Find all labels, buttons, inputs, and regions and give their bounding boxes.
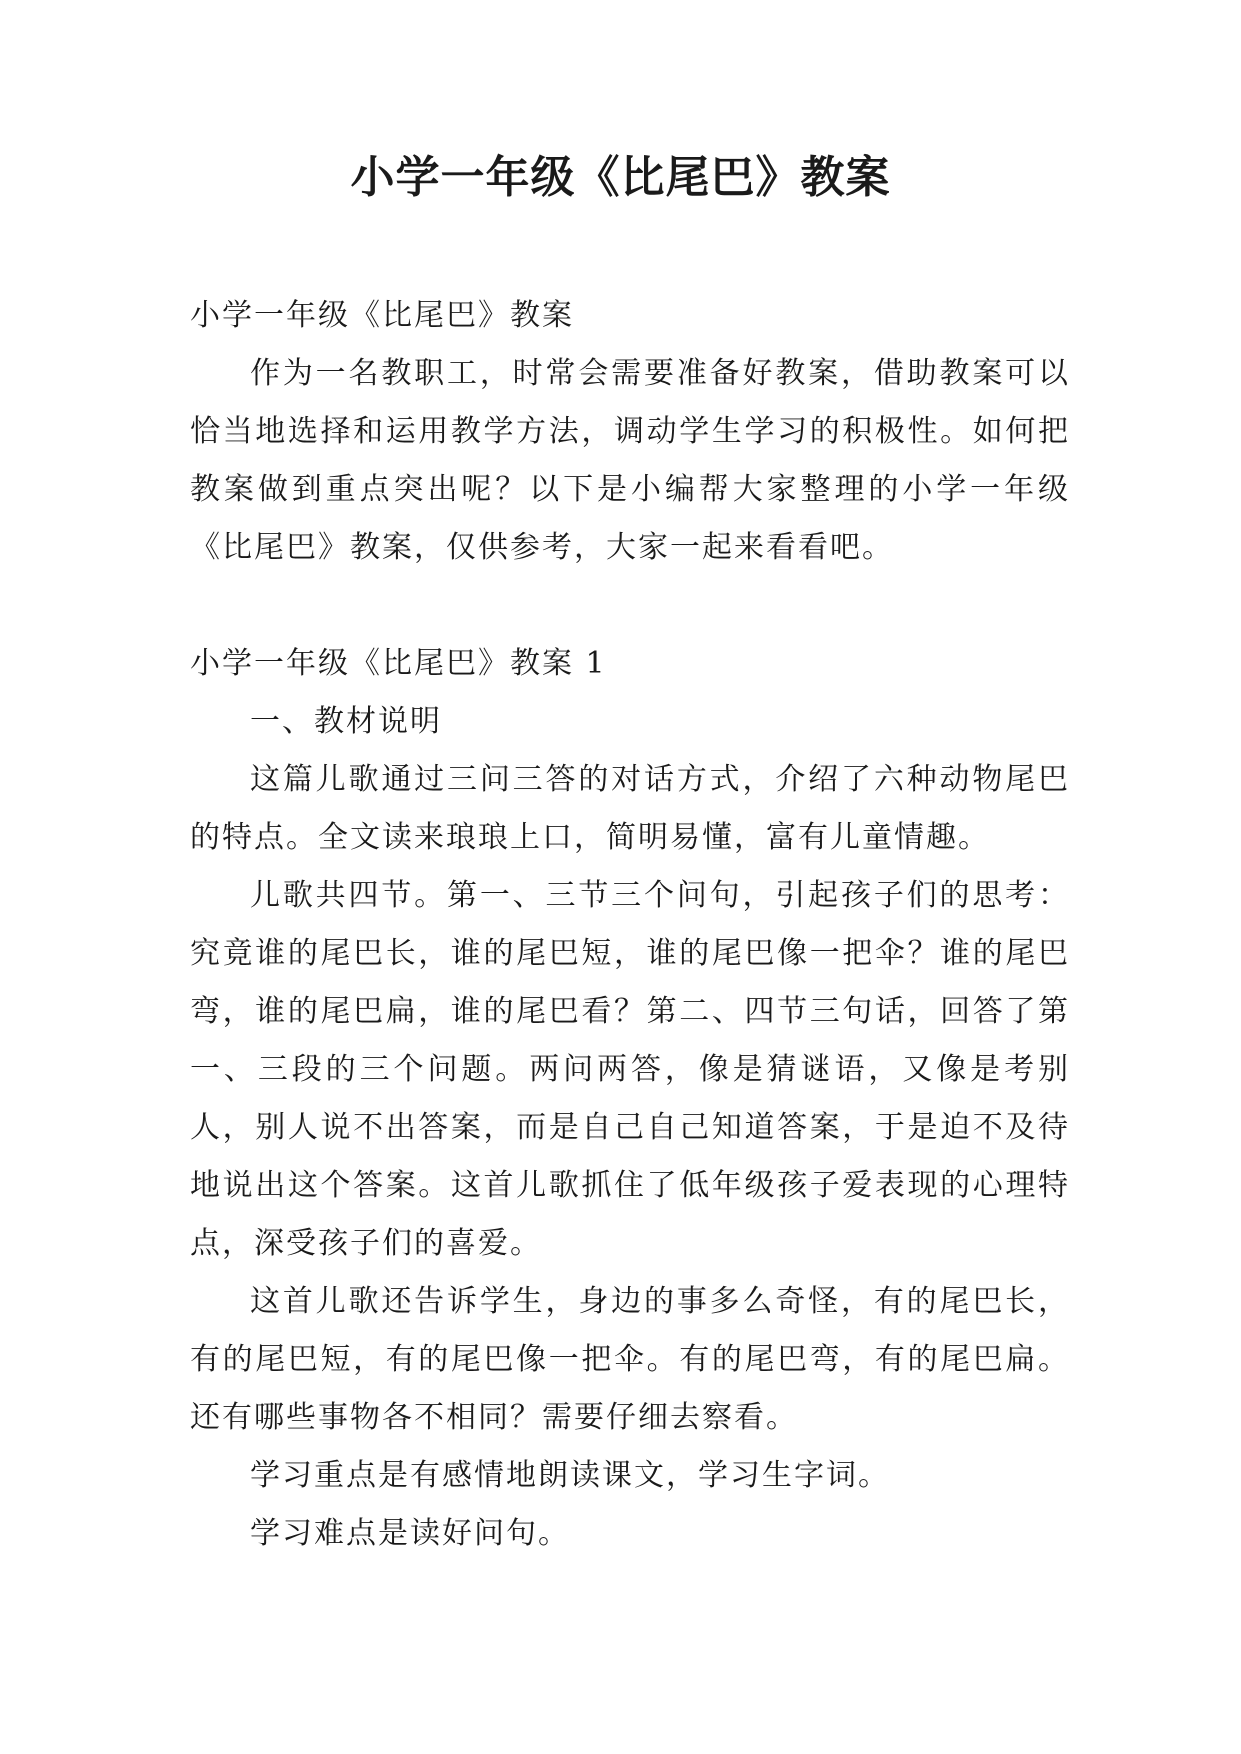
body-paragraph: 这首儿歌还告诉学生，身边的事多么奇怪，有的尾巴长，有的尾巴短，有的尾巴像一把伞。有的尾巴弯，有的尾巴扁。还有哪些事物各不相同？需要仔细去察看。: [190, 1284, 1070, 1435]
section-heading: 小学一年级《比尾巴》教案 1: [190, 646, 607, 681]
intro-paragraph: 作为一名教职工，时常会需要准备好教案，借助教案可以恰当地选择和运用教学方法，调动学生学习的积极性。如何把教案做到重点突出呢？以下是小编帮大家整理的小学一年级《比尾巴》教案，仅供参考，大家一起来看看吧。: [190, 356, 1070, 565]
subtitle-paragraph: 小学一年级《比尾巴》教案: [190, 298, 574, 333]
body-paragraph: 这篇儿歌通过三问三答的对话方式，介绍了六种动物尾巴的特点。全文读来琅琅上口，简明易懂，富有儿童情趣。: [190, 762, 1070, 855]
body-paragraph: 儿歌共四节。第一、三节三个问句，引起孩子们的思考：究竟谁的尾巴长，谁的尾巴短，谁的尾巴像一把伞？谁的尾巴弯，谁的尾巴扁，谁的尾巴看？第二、四节三句话，回答了第一、三段的三个问题。两问两答，像是猜谜语，又像是考别人，别人说不出答案，而是自己自己知道答案，于是迫不及待地说出这个答案。这首儿歌抓住了低年级孩子爱表现的心理特点，深受孩子们的喜爱。: [190, 878, 1070, 1261]
difficulty-paragraph: 学习难点是读好问句。: [250, 1516, 570, 1551]
document-body: [190, 287, 1070, 1563]
subsection-heading: 一、教材说明: [250, 704, 442, 739]
document-title: 小学一年级《比尾巴》教案: [350, 152, 891, 203]
key-point-paragraph: 学习重点是有感情地朗读课文，学习生字词。: [250, 1458, 890, 1493]
